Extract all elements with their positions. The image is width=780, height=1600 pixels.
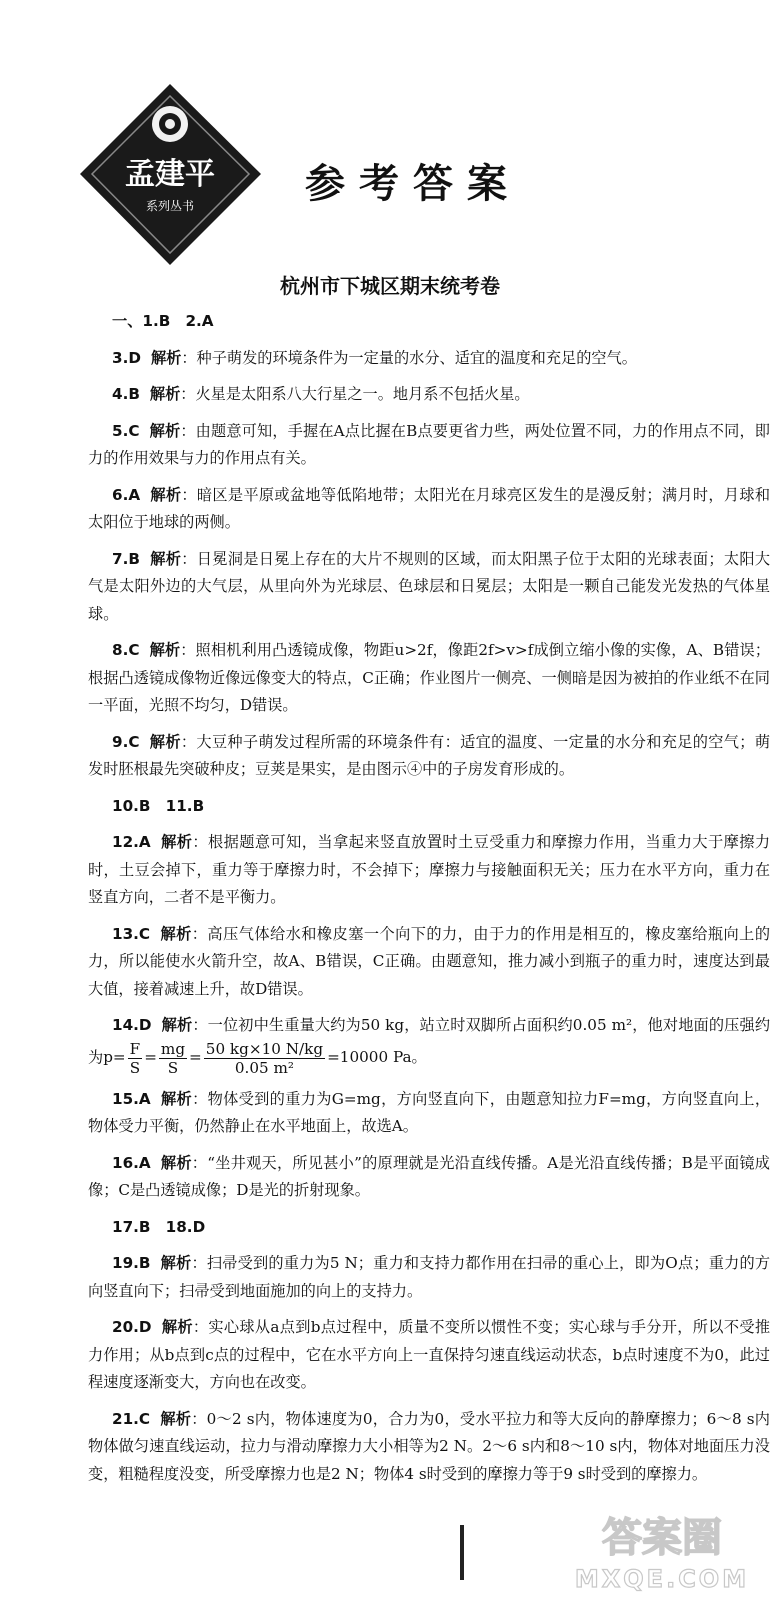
answer-number: 19.B [112,1254,151,1272]
answer-item [88,482,770,537]
answer-item [88,729,770,784]
fraction-numerator: mg [160,1039,186,1058]
logo-diamond-icon [78,82,263,267]
watermark-title: 答案圈 [602,1515,722,1561]
logo-brand-text: 孟建平 [125,157,215,192]
pressure-formula [103,1039,427,1077]
analysis-text: ：高压气体给水和橡皮塞一个向下的力，由于力的作用是相互的，橡皮塞给瓶向上的力，所以能使水火箭升空，故A、B错误，C正确。由题意知，推力减小到瓶子的重力时，速度达到最大值，接着减速上升，故D错误。 [88,924,771,998]
answer-item [88,637,770,720]
logo-series-text: 系列丛书 [145,199,195,213]
answer-number: 10.B 11.B [112,796,205,815]
answer-number: 17.B 18.D [112,1217,206,1236]
fraction-denominator: S [167,1058,179,1077]
analysis-text: ：大豆种子萌发过程所需的环境条件有：适宜的温度、一定量的水分和充足的空气；萌发时胚根最先突破种皮；豆荚是果实，是由图示④中的子房发育形成的。 [88,732,771,778]
analysis-text: ：暗区是平原或盆地等低陷地带；太阳光在月球亮区发生的是漫反射；满月时，月球和太阳位于地球的两侧。 [88,485,771,531]
analysis-text: ：根据题意可知，当拿起来竖直放置时土豆受重力和摩擦力作用，当重力大于摩擦力时，土豆会掉下，重力等于摩擦力时，不会掉下；摩擦力与接触面积无关；压力在水平方向，重力在竖直方向，二者不是平衡力。 [88,833,771,906]
analysis-label: 解析 [149,549,182,568]
answer-number: 6.A [112,485,141,504]
analysis-label: 解析 [149,641,181,659]
answer-number: 14.D [112,1016,152,1034]
analysis-text: ：火星是太阳系八大行星之一。地月系不包括火星。 [180,385,530,403]
answer-item [88,418,770,473]
fraction-values [204,1040,325,1077]
answer-number: 12.A [112,833,151,851]
answer-number: 9.C [112,732,140,751]
analysis-label: 解析 [160,833,193,851]
analysis-label: 解析 [160,1409,192,1428]
analysis-text: ：“坐井观天，所见甚小”的原理就是光沿直线传播。A是光沿直线传播；B是平面镜成像；C是凸透镜成像；D是光的折射现象。 [88,1153,770,1199]
answer-number: 7.B [112,549,140,568]
analysis-text: ：照相机利用凸透镜成像，物距u>2f，像距2f>v>f成倒立缩小像的实像，A、B错误；根据凸透镜成像物近像远像变大的特点，C正确；作业图片一侧亮、一侧暗是因为被拍的作业纸不在同一平面，光照不均匀，D错误。 [88,641,771,714]
answer-item [88,921,770,1004]
analysis-label: 解析 [160,924,192,943]
exam-title: 杭州市下城区期末统考卷 [280,274,500,298]
answer-item [88,1406,770,1489]
answer-number: 3.D [112,348,141,367]
answer-item [88,1150,770,1205]
analysis-label: 解析 [149,732,181,751]
analysis-label: 解析 [161,1318,193,1336]
answer-item [88,345,770,373]
analysis-label: 解析 [161,1016,193,1034]
answer-item [88,1086,770,1141]
analysis-text: ：0～2 s内，物体速度为0，合力为0，受水平拉力和等大反向的静摩擦力；6～8 s内物体做匀速直线运动，拉力与滑动摩擦力大小相等为2 N。2～6 s内和8～10 s内，物体对地面压力没变，粗糙程度没变，所受摩擦力也是2 N；物体4 s时受到的摩擦力等于9 s时受到的摩擦力。 [88,1409,770,1483]
fraction-denominator: S [129,1058,141,1077]
page-title: 参考答案 [305,161,521,207]
analysis-text: ：实心球从a点到b点过程中，质量不变所以惯性不变；实心球与手分开，所以不受推力作用；从b点到c点的过程中，它在水平方向上一直保持匀速直线运动状态，b点时速度不为0，此过程速度逐渐变大，方向也在改变。 [88,1318,771,1391]
formula-equals: = [144,1048,157,1066]
analysis-label: 解析 [149,421,181,440]
analysis-label: 解析 [160,1153,192,1172]
answer-item [88,1314,770,1397]
answer-item [88,546,770,629]
answer-item [88,308,770,336]
analysis-label: 解析 [149,385,181,403]
answer-number: 16.A [112,1153,151,1172]
answer-item [88,829,770,912]
analysis-label: 解析 [160,1089,193,1108]
answer-number: 5.C [112,421,140,440]
answer-number: 8.C [112,641,140,659]
fraction-numerator: F [129,1039,141,1058]
fraction-denominator: 0.05 m² [234,1058,294,1077]
site-watermark [555,1505,770,1595]
answer-number: 15.A [112,1089,151,1108]
analysis-text: ：扫帚受到的重力为5 N；重力和支持力都作用在扫帚的重心上，即为O点；重力的方向竖直向下；扫帚受到地面施加的向上的支持力。 [88,1254,771,1300]
answer-item [88,1012,770,1077]
analysis-text: ：由题意可知，手握在A点比握在B点要更省力些，两处位置不同，力的作用点不同，即力的作用效果与力的作用点有关。 [88,421,770,467]
fraction-f-over-s [128,1040,143,1077]
analysis-label: 解析 [150,485,182,504]
answer-number: 13.C [112,924,151,943]
fraction-mg-over-s [159,1040,187,1077]
analysis-text: ：日冕洞是日冕上存在的大片不规则的区域，而太阳黑子位于太阳的光球表面；太阳大气是太阳外边的大气层，从里向外为光球层、色球层和日冕层；太阳是一颗自己能发光发热的气体星球。 [88,549,771,623]
answer-number: 21.C [112,1409,151,1428]
analysis-text: ：种子萌发的环境条件为一定量的水分、适宜的温度和充足的空气。 [181,348,637,367]
formula-result: =10000 Pa。 [327,1048,427,1066]
answer-item [88,1214,770,1242]
analysis-text: ：一位初中生重量大约为50 kg，站立时双脚所占面积约0.05 m²，他对地面的压强约为 [88,1016,771,1066]
analysis-label: 解析 [150,348,182,367]
pen-stroke-mark [460,1525,464,1580]
analysis-label: 解析 [160,1254,192,1272]
formula-prefix: p= [103,1048,126,1066]
watermark-site: MXQE.COM [574,1565,750,1593]
answer-item [88,793,770,821]
answer-number: 20.D [112,1318,152,1336]
analysis-text: ：物体受到的重力为G=mg，方向竖直向下，由题意知拉力F=mg，方向竖直向上，物体受力平衡，仍然静止在水平地面上，故选A。 [88,1089,771,1135]
watermark-logo-icon [555,1505,770,1595]
answer-number: 一、1.B 2.A [112,312,214,330]
answer-number: 4.B [112,385,140,403]
formula-equals: = [189,1048,202,1066]
answer-list [88,308,770,1497]
answer-item [88,381,770,409]
fraction-numerator: 50 kg×10 N/kg [205,1039,324,1058]
series-logo [78,82,263,267]
answer-item [88,1250,770,1305]
